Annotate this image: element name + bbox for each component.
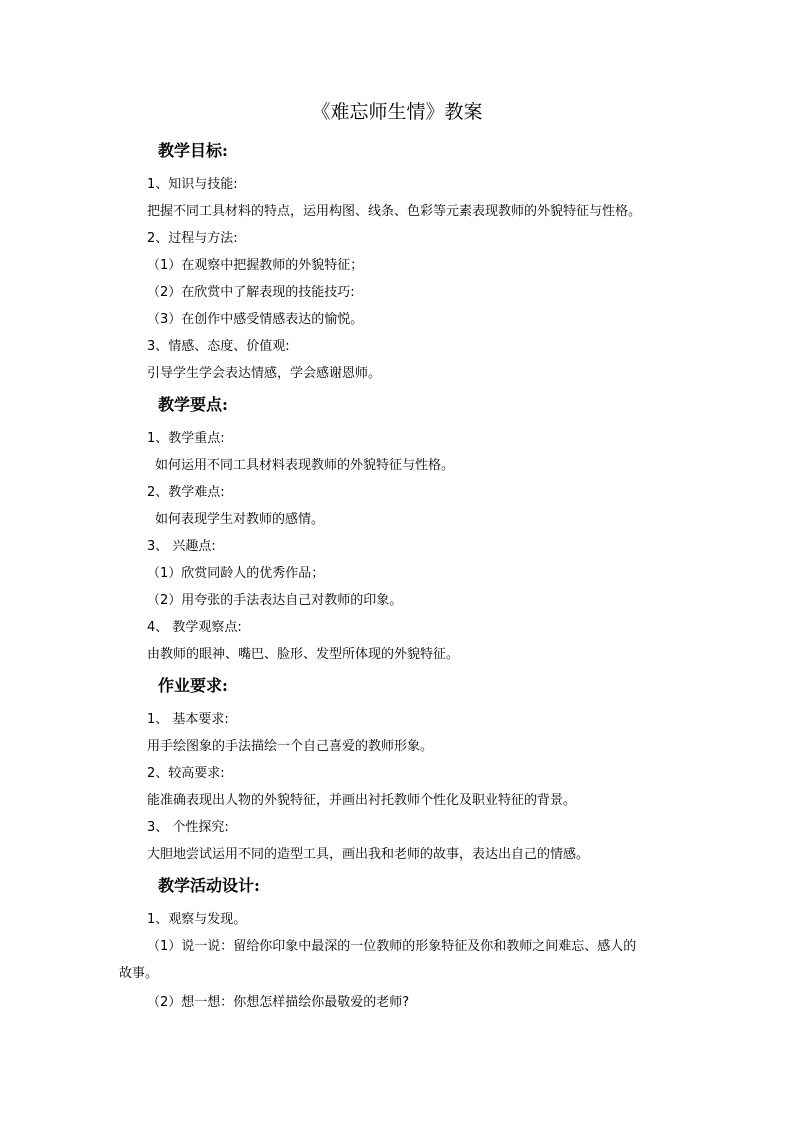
key-points-line: 1、教学重点: [147, 431, 225, 446]
key-points-line: （1）欣赏同龄人的优秀作品； [147, 566, 325, 581]
section-heading-homework: 作业要求: [158, 676, 228, 695]
activities-line: （1）说一说：留给你印象中最深的一位教师的形象特征及你和教师之间难忘、感人的 [147, 939, 637, 954]
objectives-line: 1、知识与技能: [147, 177, 238, 192]
objectives-line: 2、过程与方法: [147, 231, 238, 246]
objectives-line: 3、情感、态度、价值观: [147, 339, 290, 354]
homework-line: 1、 基本要求: [147, 712, 229, 727]
homework-line: 3、 个性探究: [147, 820, 229, 835]
key-points-line: 3、 兴趣点: [147, 539, 216, 554]
key-points-line: 如何运用不同工具材料表现教师的外貌特征与性格。 [155, 458, 455, 473]
section-heading-activities: 教学活动设计: [158, 876, 260, 895]
objectives-line: 把握不同工具材料的特点，运用构图、线条、色彩等元素表现教师的外貌特征与性格。 [147, 204, 642, 219]
section-heading-objectives: 教学目标: [158, 141, 228, 160]
homework-line: 2、较高要求: [147, 766, 225, 781]
key-points-line: 2、教学难点: [147, 485, 225, 500]
activities-line: 1、观察与发现。 [147, 912, 247, 927]
objectives-line: （1）在观察中把握教师的外貌特征； [147, 258, 364, 273]
activities-line: （2）想一想：你想怎样描绘你最敬爱的老师? [147, 995, 410, 1010]
key-points-line: 4、 教学观察点: [147, 620, 242, 635]
objectives-line: （2）在欣赏中了解表现的技能技巧: [147, 285, 355, 300]
key-points-line: 由教师的眼神、嘴巴、脸形、发型所体现的外貌特征。 [147, 647, 460, 662]
objectives-line: （3）在创作中感受情感表达的愉悦。 [147, 312, 364, 327]
document-title: 《难忘师生情》教案 [311, 101, 483, 123]
objectives-line: 引导学生学会表达情感，学会感谢恩师。 [147, 366, 382, 381]
section-heading-key-points: 教学要点: [158, 395, 228, 414]
homework-line: 能准确表现出人物的外貌特征，并画出衬托教师个性化及职业特征的背景。 [147, 793, 577, 808]
homework-line: 大胆地尝试运用不同的造型工具，画出我和老师的故事，表达出自己的情感。 [147, 847, 590, 862]
homework-line: 用手绘图象的手法描绘一个自己喜爱的教师形象。 [147, 739, 434, 754]
key-points-line: （2）用夸张的手法表达自己对教师的印象。 [147, 593, 403, 608]
activities-line: 故事。 [119, 966, 159, 981]
key-points-line: 如何表现学生对教师的感情。 [155, 512, 325, 527]
